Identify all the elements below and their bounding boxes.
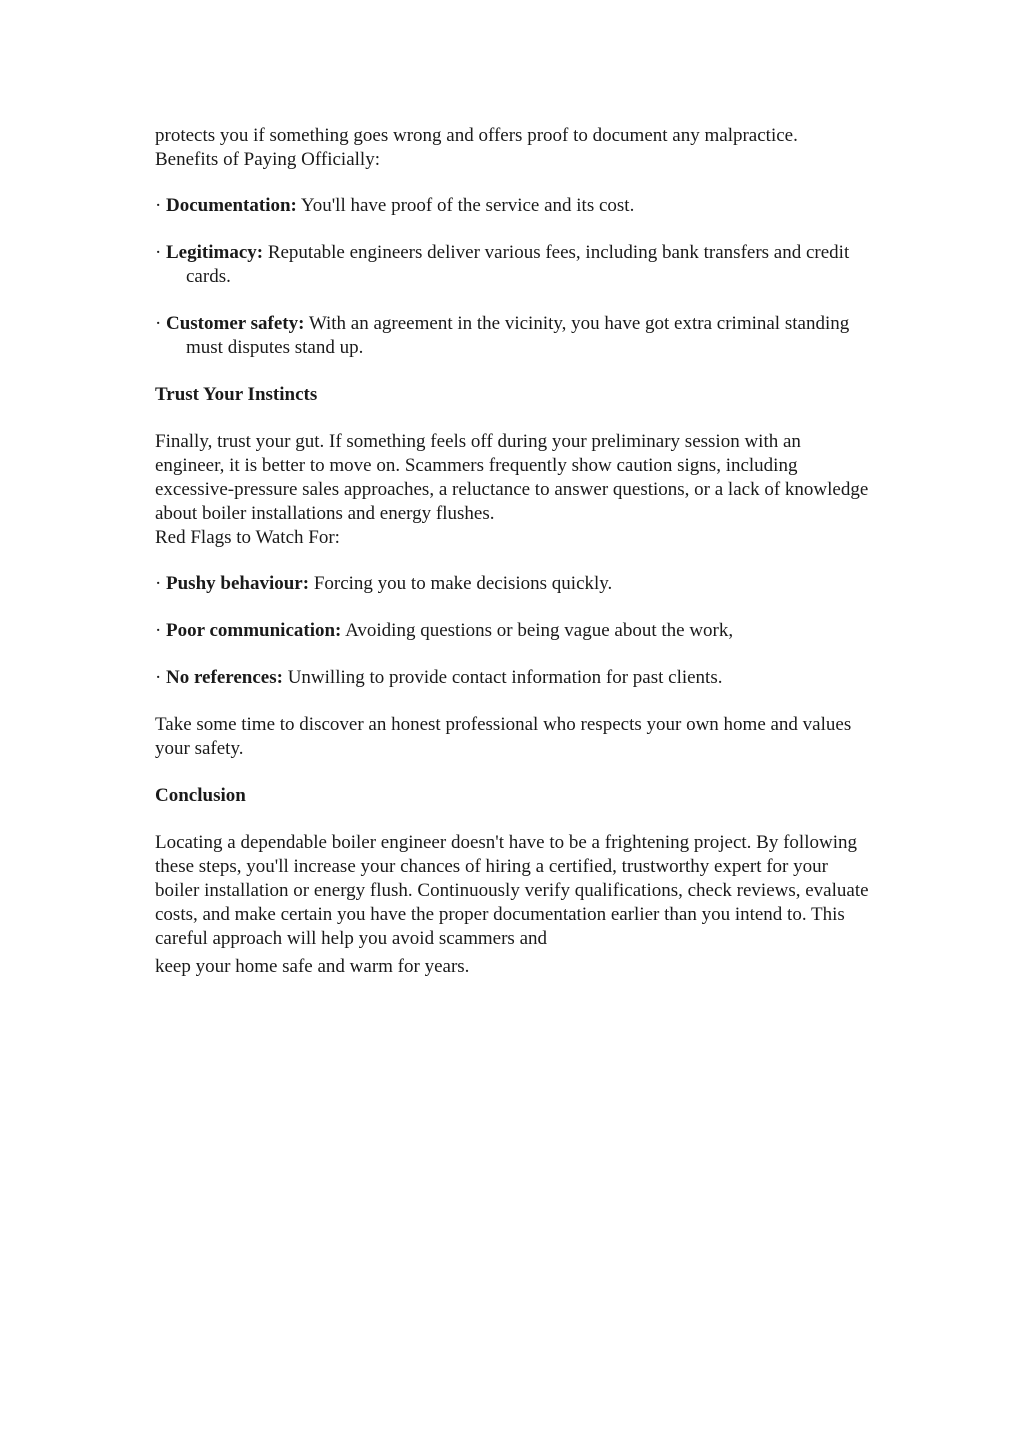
red-flag-term: Pushy behaviour: <box>166 573 310 594</box>
benefit-text: You'll have proof of the service and its cost. <box>296 195 635 216</box>
conclusion-paragraph-text: Locating a dependable boiler engineer doesn't have to be a frightening project. By following these steps, you'll increase your chances of hiring a certified, trustworthy expert for your boiler installation or energy flush. Continuously verify qualifications, check reviews, evaluate costs, and make certain you have the proper documentation earlier than you intend to. This careful approach will help you avoid scammers and <box>155 832 869 949</box>
red-flag-text: Forcing you to make decisions quickly. <box>309 573 613 594</box>
intro-paragraph <box>155 124 870 172</box>
red-flag-term: Poor communication: <box>166 620 342 641</box>
closing-note: Take some time to discover an honest professional who respects your own home and values your safety. <box>155 714 852 759</box>
trust-paragraph <box>155 430 870 550</box>
benefit-item-documentation <box>155 194 870 218</box>
bullet-dot: · <box>155 313 162 334</box>
benefit-term: Documentation: <box>166 195 297 216</box>
bullet-dot: · <box>155 667 162 688</box>
benefit-item-legitimacy <box>155 241 870 289</box>
red-flag-term: No references: <box>166 667 283 688</box>
red-flag-text: Unwilling to provide contact information for past clients. <box>282 667 723 688</box>
red-flag-item-references <box>155 666 870 690</box>
conclusion-paragraph <box>155 831 870 979</box>
bullet-dot: · <box>155 195 162 216</box>
bullet-dot: · <box>155 573 162 594</box>
conclusion-heading: Conclusion <box>155 785 246 806</box>
benefits-subheading: Benefits of Paying Officially: <box>155 149 380 170</box>
benefit-text: With an agreement in the vicinity, you have got extra criminal standing must disputes stand up. <box>186 313 850 358</box>
benefit-term: Customer safety: <box>166 313 305 334</box>
benefit-text: Reputable engineers deliver various fees, including bank transfers and credit cards. <box>186 242 850 287</box>
bullet-dot: · <box>155 620 162 641</box>
trust-heading: Trust Your Instincts <box>155 384 318 405</box>
red-flag-text: Avoiding questions or being vague about the work, <box>341 620 734 641</box>
conclusion-last-line: keep your home safe and warm for years. <box>155 956 470 977</box>
document-page <box>155 124 870 979</box>
red-flag-item-pushy <box>155 572 870 596</box>
intro-line: protects you if something goes wrong and offers proof to document any malpractice. <box>155 125 798 146</box>
benefit-item-customer-safety <box>155 312 870 360</box>
bullet-dot: · <box>155 242 162 263</box>
trust-paragraph-text: Finally, trust your gut. If something feels off during your preliminary session with an engineer, it is better to move on. Scammers frequently show caution signs, including excessive-pressure sales approaches, a reluctance to answer questions, or a lack of knowledge about boiler installations and energy flushes. <box>155 431 869 524</box>
benefit-term: Legitimacy: <box>166 242 264 263</box>
red-flag-item-communication <box>155 619 870 643</box>
red-flags-subheading: Red Flags to Watch For: <box>155 527 340 548</box>
